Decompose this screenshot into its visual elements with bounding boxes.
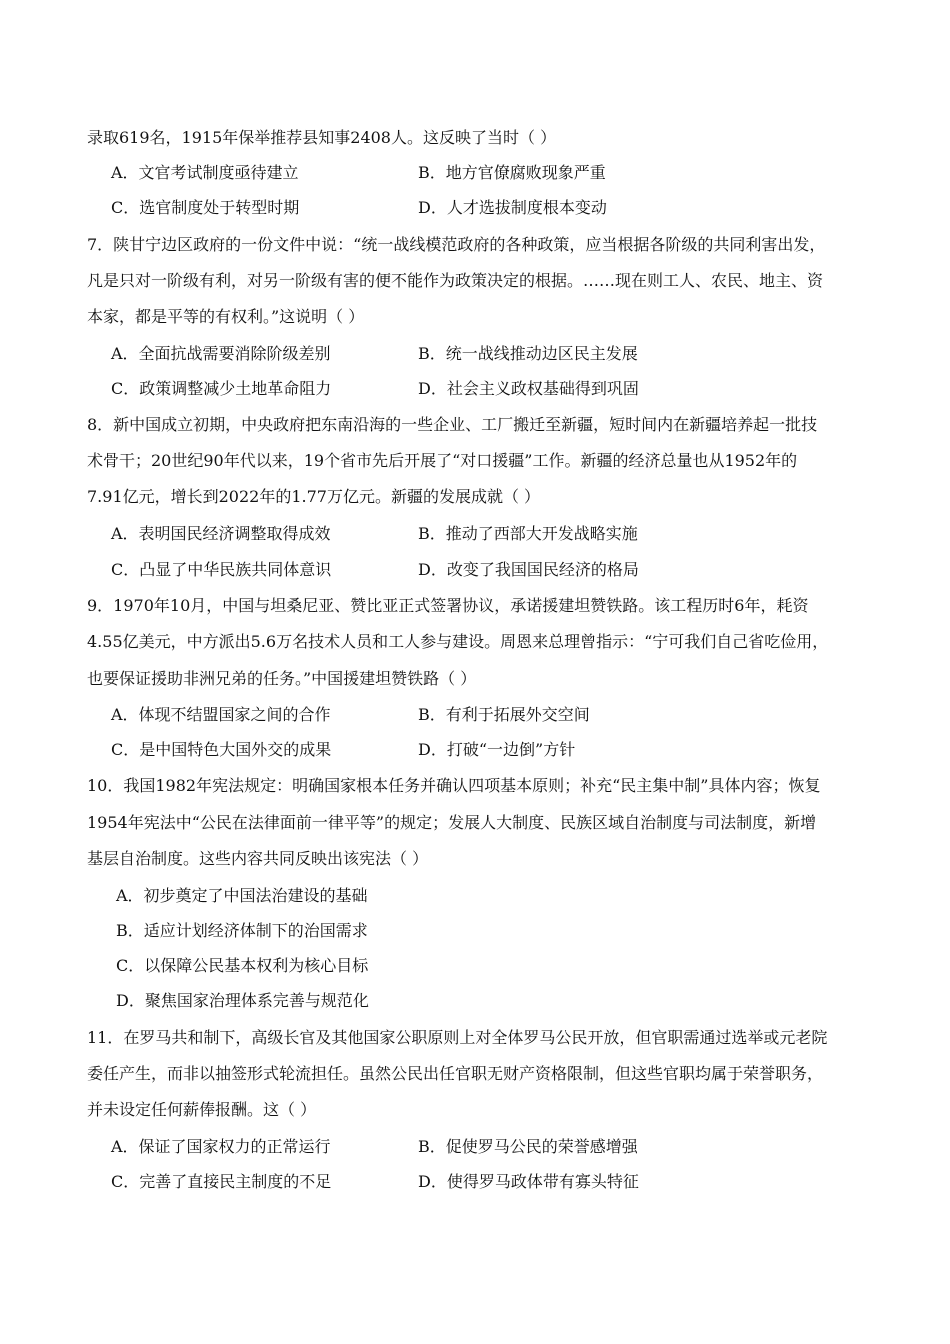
question-7-line-2: 凡是只对一阶级有利，对另一阶级有害的便不能作为政策决定的根据。……现在则工人、农民、地主、资	[87, 271, 824, 290]
option-b: B．地方官僚腐败现象严重	[418, 163, 606, 182]
question-9-line-3: 也要保证援助非洲兄弟的任务。”中国援建坦赞铁路（ ）	[87, 669, 477, 688]
option-d: D．改变了我国国民经济的格局	[418, 560, 639, 579]
question-9-line-2: 4.55亿美元，中方派出5.6万名技术人员和工人参与建设。周恩来总理曾指示：“宁可我们自己省吃俭用，	[87, 632, 829, 651]
option-a: A．全面抗战需要消除阶级差别	[111, 344, 331, 363]
question-7-line-1: 7．陕甘宁边区政府的一份文件中说：“统一战线模范政府的各种政策，应当根据各阶级的共同利害出发，	[87, 235, 826, 254]
option-d: D．人才选拔制度根本变动	[418, 198, 607, 217]
option-b: B．统一战线推动边区民主发展	[418, 344, 638, 363]
option-b: B．适应计划经济体制下的治国需求	[116, 921, 368, 940]
option-c: C．选官制度处于转型时期	[111, 198, 300, 217]
question-11-line-3: 并未设定任何薪俸报酬。这（ ）	[87, 1100, 317, 1119]
question-10-line-2: 1954年宪法中“公民在法律面前一律平等”的规定；发展人大制度、民族区域自治制度与司法制度，新增	[87, 813, 817, 832]
question-9-line-1: 9．1970年10月，中国与坦桑尼亚、赞比亚正式签署协议，承诺援建坦赞铁路。该工程历时6年，耗资	[87, 596, 809, 615]
question-11-line-2: 委任产生，而非以抽签形式轮流担任。虽然公民出任官职无财产资格限制，但这些官职均属于荣誉职务，	[87, 1064, 824, 1083]
question-7-line-3: 本家，都是平等的有权利。”这说明（ ）	[87, 307, 365, 326]
question-11-line-1: 11．在罗马共和制下，高级长官及其他国家公职原则上对全体罗马公民开放，但官职需通过选举或元老院	[87, 1028, 828, 1047]
option-a: A．体现不结盟国家之间的合作	[111, 705, 331, 724]
question-8-line-2: 术骨干；20世纪90年代以来，19个省市先后开展了“对口援疆”工作。新疆的经济总量也从1952年的	[87, 451, 798, 470]
question-8-line-3: 7.91亿元，增长到2022年的1.77万亿元。新疆的发展成就（ ）	[87, 487, 541, 506]
option-d: D．打破“一边倒”方针	[418, 740, 576, 759]
option-a: A．初步奠定了中国法治建设的基础	[116, 886, 368, 905]
option-c: C．以保障公民基本权利为核心目标	[116, 956, 369, 975]
option-c: C．是中国特色大国外交的成果	[111, 740, 332, 759]
option-a: A．表明国民经济调整取得成效	[111, 524, 331, 543]
question-10-line-1: 10．我国1982年宪法规定：明确国家根本任务并确认四项基本原则；补充“民主集中制”具体内容；恢复	[87, 776, 821, 795]
option-b: B．促使罗马公民的荣誉感增强	[418, 1137, 638, 1156]
option-a: A．保证了国家权力的正常运行	[111, 1137, 331, 1156]
question-8-line-1: 8．新中国成立初期，中央政府把东南沿海的一些企业、工厂搬迁至新疆，短时间内在新疆培养起一批技	[87, 415, 818, 434]
option-b: B．推动了西部大开发战略实施	[418, 524, 638, 543]
question-10-line-3: 基层自治制度。这些内容共同反映出该宪法（ ）	[87, 849, 429, 868]
option-d: D．使得罗马政体带有寡头特征	[418, 1172, 639, 1191]
option-d: D．聚焦国家治理体系完善与规范化	[116, 991, 369, 1010]
option-d: D．社会主义政权基础得到巩固	[418, 379, 639, 398]
option-c: C．凸显了中华民族共同体意识	[111, 560, 332, 579]
option-c: C．政策调整减少土地革命阻力	[111, 379, 332, 398]
option-b: B．有利于拓展外交空间	[418, 705, 590, 724]
option-c: C．完善了直接民主制度的不足	[111, 1172, 332, 1191]
question-stem-line: 录取619名，1915年保举推荐县知事2408人。这反映了当时（ ）	[87, 128, 557, 147]
option-a: A．文官考试制度亟待建立	[111, 163, 299, 182]
